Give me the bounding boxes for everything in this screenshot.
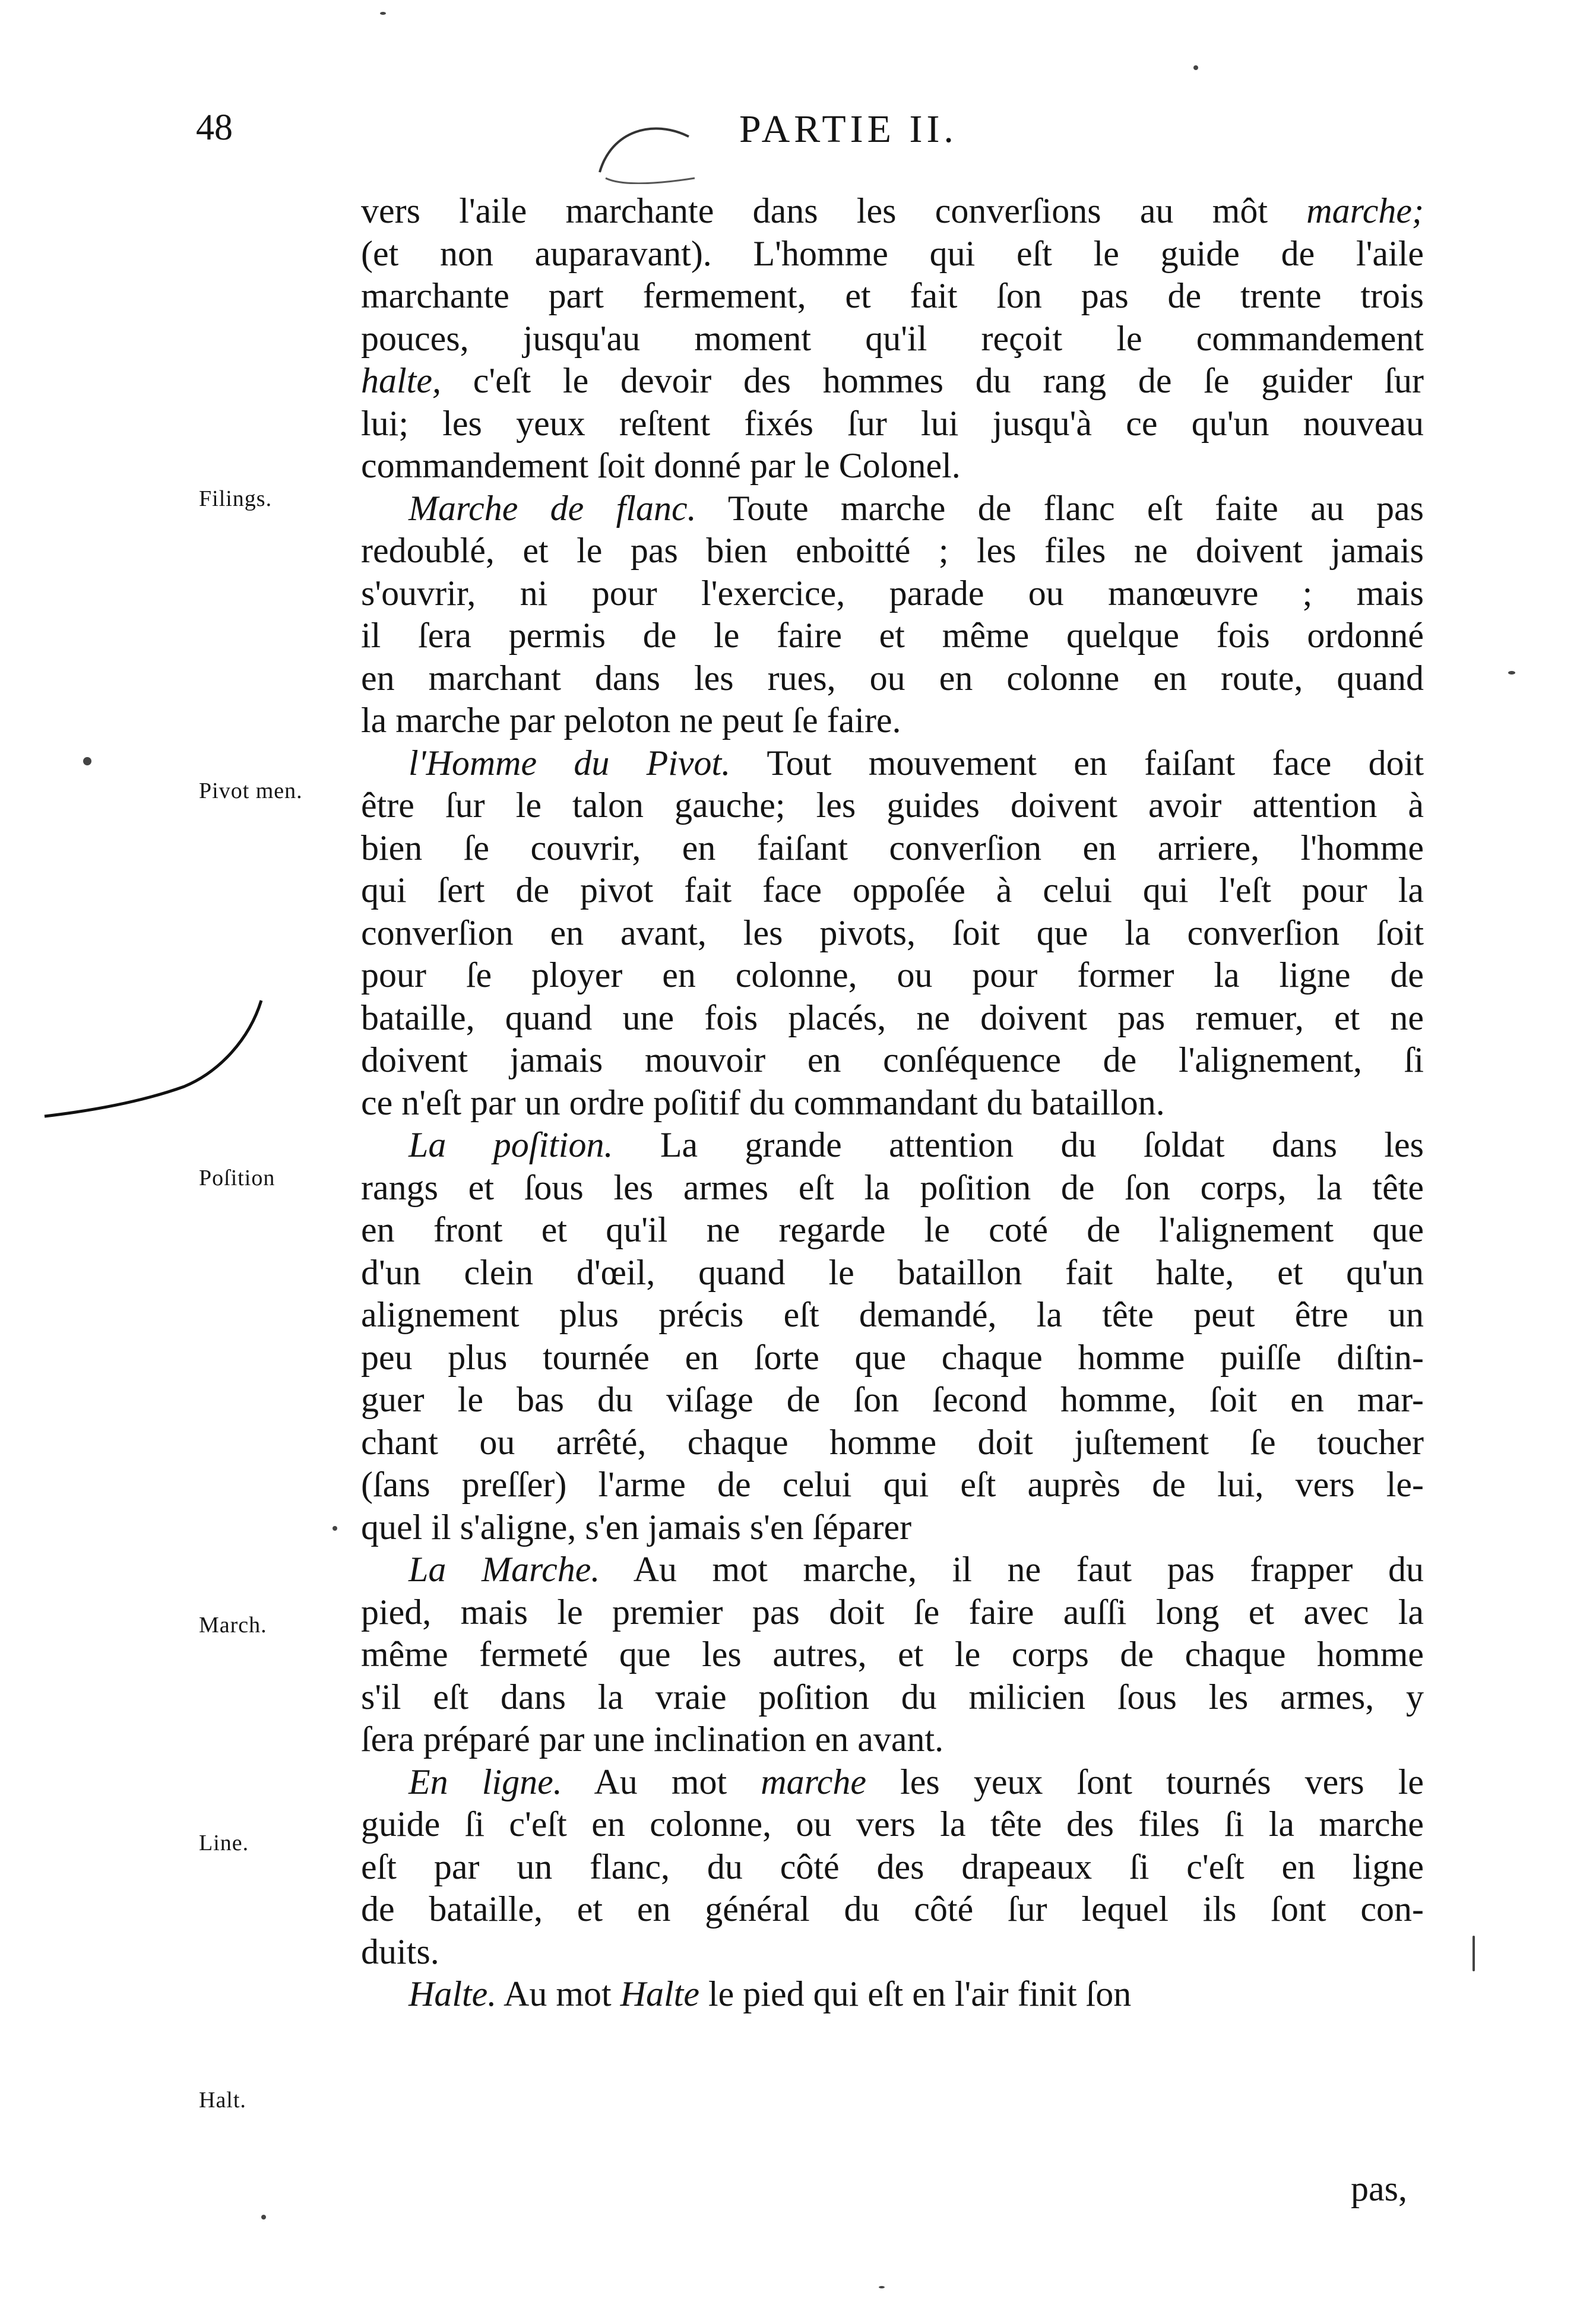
text-line xyxy=(361,954,1424,997)
text-segment: Au mot marche, il ne faut pas frapper du xyxy=(600,1550,1424,1589)
text-segment: rangs et ſous les armes eſt la poſition de ſon corps, la tête xyxy=(361,1167,1424,1207)
text-segment: c'eſt le devoir des hommes du rang de ſe guider ſur xyxy=(441,361,1424,400)
text-line xyxy=(361,1591,1424,1634)
text-segment: être ſur le talon gauche; les guides doivent avoir attention à xyxy=(361,786,1424,825)
text-segment: (ſans preſſer) l'arme de celui qui eſt auprès de lui, vers le- xyxy=(361,1465,1424,1504)
body-text xyxy=(361,190,1424,2016)
text-segment: marche xyxy=(761,1762,867,1801)
text-segment: il ſera permis de le faire et même quelque fois ordonné xyxy=(361,616,1424,655)
text-line xyxy=(361,742,1424,785)
text-line xyxy=(361,1124,1424,1167)
text-segment: s'il eſt dans la vraie poſition du milicien ſous les armes, y xyxy=(361,1677,1424,1717)
text-segment: Toute marche de flanc eſt faite au pas xyxy=(696,488,1424,528)
text-segment: l'Homme du Pivot. xyxy=(408,743,731,783)
text-segment: commandement ſoit donné par le Colonel. xyxy=(361,446,961,485)
text-segment: duits. xyxy=(361,1932,439,1971)
text-segment: guide ſi c'eſt en colonne, ou vers la tête des files ſi la marche xyxy=(361,1804,1424,1844)
page-number: 48 xyxy=(196,107,233,148)
text-segment: pouces, jusqu'au moment qu'il reçoit le commandement xyxy=(361,318,1424,358)
catchword: pas, xyxy=(1351,2169,1407,2208)
text-line xyxy=(361,190,1424,233)
text-line xyxy=(361,1549,1424,1591)
text-segment: marche; xyxy=(1306,191,1424,230)
text-line xyxy=(361,1803,1424,1846)
text-segment: Au mot xyxy=(562,1762,761,1801)
text-line xyxy=(361,318,1424,360)
text-segment: ce n'eſt par un ordre poſitif du commandant du bataillon. xyxy=(361,1082,1165,1122)
text-segment: redoublé, et le pas bien enboitté ; les files ne doivent jamais xyxy=(361,531,1424,570)
paper-speck xyxy=(380,12,386,15)
text-segment: eſt par un flanc, du côté des drapeaux ſi c'eſt en ligne xyxy=(361,1847,1424,1886)
paper-speck xyxy=(1508,671,1515,675)
text-segment: Tout mouvement en faiſant face doit xyxy=(730,743,1424,783)
text-line xyxy=(361,1931,1424,1974)
pen-stroke-icon xyxy=(42,998,267,1134)
text-line xyxy=(361,1973,1424,2016)
text-line xyxy=(361,657,1424,700)
text-segment: La Marche. xyxy=(408,1550,600,1589)
text-segment: alignement plus précis eſt demandé, la tête peut être un xyxy=(361,1295,1424,1334)
text-segment: Halte. xyxy=(408,1974,497,2013)
paper-speck xyxy=(879,2286,885,2288)
text-segment: peu plus tournée en ſorte que chaque homme puiſſe diſtin- xyxy=(361,1337,1424,1377)
text-line xyxy=(361,233,1424,276)
paper-speck xyxy=(83,757,91,765)
text-line xyxy=(361,1761,1424,1804)
text-segment: Au mot xyxy=(496,1974,620,2013)
margin-note-line: Line. xyxy=(199,1831,249,1856)
text-segment: bien ſe couvrir, en faiſant converſion en arriere, l'homme xyxy=(361,828,1424,867)
text-segment: marchante part fermement, et fait ſon pas de trente trois xyxy=(361,276,1424,315)
text-line xyxy=(361,827,1424,870)
page-header xyxy=(0,107,1577,172)
text-segment: pour ſe ployer en colonne, ou pour former la ligne de xyxy=(361,955,1424,995)
text-line xyxy=(361,784,1424,827)
text-line xyxy=(361,699,1424,742)
text-segment: même fermeté que les autres, et le corps de chaque homme xyxy=(361,1635,1424,1674)
text-segment: lui; les yeux reſtent fixés ſur lui jusqu'à ce qu'un nouveau xyxy=(361,403,1424,443)
text-segment: chant ou arrêté, chaque homme doit juſtement ſe toucher xyxy=(361,1422,1424,1462)
text-line xyxy=(361,1209,1424,1252)
margin-note-filings: Filings. xyxy=(199,486,273,511)
text-line xyxy=(361,1252,1424,1294)
text-line xyxy=(361,1676,1424,1719)
text-segment: s'ouvrir, ni pour l'exercice, parade ou manœuvre ; mais xyxy=(361,573,1424,613)
text-segment: la marche par peloton ne peut ſe faire. xyxy=(361,701,901,740)
text-line xyxy=(361,360,1424,403)
text-segment: vers l'aile marchante dans les converſions au môt xyxy=(361,191,1307,230)
paper-speck xyxy=(1472,1936,1475,1971)
text-line xyxy=(361,1167,1424,1210)
text-line xyxy=(361,530,1424,572)
text-segment: qui ſert de pivot fait face oppoſée à celui qui l'eſt pour la xyxy=(361,870,1424,910)
text-segment: pied, mais le premier pas doit ſe faire auſſi long et avec la xyxy=(361,1592,1424,1632)
text-line xyxy=(361,997,1424,1040)
text-segment: converſion en avant, les pivots, ſoit que la converſion ſoit xyxy=(361,913,1424,952)
text-line xyxy=(361,1379,1424,1421)
text-line xyxy=(361,1464,1424,1506)
text-line xyxy=(361,1506,1424,1549)
text-line xyxy=(361,1888,1424,1931)
text-line xyxy=(361,1846,1424,1889)
margin-note-march: March. xyxy=(199,1613,267,1638)
text-line xyxy=(361,1718,1424,1761)
text-segment: doivent jamais mouvoir en conſéquence de l'alignement, ſi xyxy=(361,1040,1424,1079)
text-line xyxy=(361,1082,1424,1125)
text-line xyxy=(361,445,1424,487)
text-segment: en marchant dans les rues, ou en colonne en route, quand xyxy=(361,658,1424,698)
text-segment: La poſition. xyxy=(408,1125,613,1164)
text-line xyxy=(361,615,1424,657)
margin-note-position: Poſition xyxy=(199,1166,276,1191)
text-segment: quel il s'aligne, s'en jamais s'en ſéparer xyxy=(361,1507,912,1547)
text-line xyxy=(361,1337,1424,1379)
text-line xyxy=(361,912,1424,955)
text-line xyxy=(361,869,1424,912)
text-line xyxy=(361,1421,1424,1464)
text-segment: halte, xyxy=(361,361,441,400)
text-segment: le pied qui eſt en l'air finit ſon xyxy=(699,1974,1132,2013)
text-line xyxy=(361,572,1424,615)
margin-note-pivot-men: Pivot men. xyxy=(199,778,303,803)
text-segment: d'un clein d'œil, quand le bataillon fait halte, et qu'un xyxy=(361,1252,1424,1292)
text-segment: En ligne. xyxy=(408,1762,562,1801)
text-segment: bataille, quand une fois placés, ne doivent pas remuer, et ne xyxy=(361,998,1424,1037)
text-segment: ſera préparé par une inclination en avant. xyxy=(361,1720,944,1759)
text-line xyxy=(361,487,1424,530)
text-line xyxy=(361,403,1424,445)
text-segment: Halte xyxy=(620,1974,699,2013)
text-segment: guer le bas du viſage de ſon ſecond homme, ſoit en mar- xyxy=(361,1380,1424,1419)
text-line xyxy=(361,1294,1424,1337)
paper-speck xyxy=(1193,65,1198,70)
margin-note-halt: Halt. xyxy=(199,2088,246,2113)
text-line xyxy=(361,1633,1424,1676)
paper-speck xyxy=(261,2215,266,2219)
text-line xyxy=(361,1039,1424,1082)
text-segment: de bataille, et en général du côté ſur lequel ils ſont con- xyxy=(361,1889,1424,1929)
running-title: PARTIE II. xyxy=(739,107,958,151)
text-segment: La grande attention du ſoldat dans les xyxy=(613,1125,1424,1164)
text-segment: en front et qu'il ne regarde le coté de l'alignement que xyxy=(361,1210,1424,1249)
text-segment: Marche de flanc. xyxy=(408,488,696,528)
paper-speck xyxy=(332,1526,337,1531)
text-segment: les yeux ſont tournés vers le xyxy=(866,1762,1424,1801)
text-segment: (et non auparavant). L'homme qui eſt le guide de l'aile xyxy=(361,233,1424,273)
ink-flourish-icon xyxy=(588,113,718,184)
text-line xyxy=(361,275,1424,318)
